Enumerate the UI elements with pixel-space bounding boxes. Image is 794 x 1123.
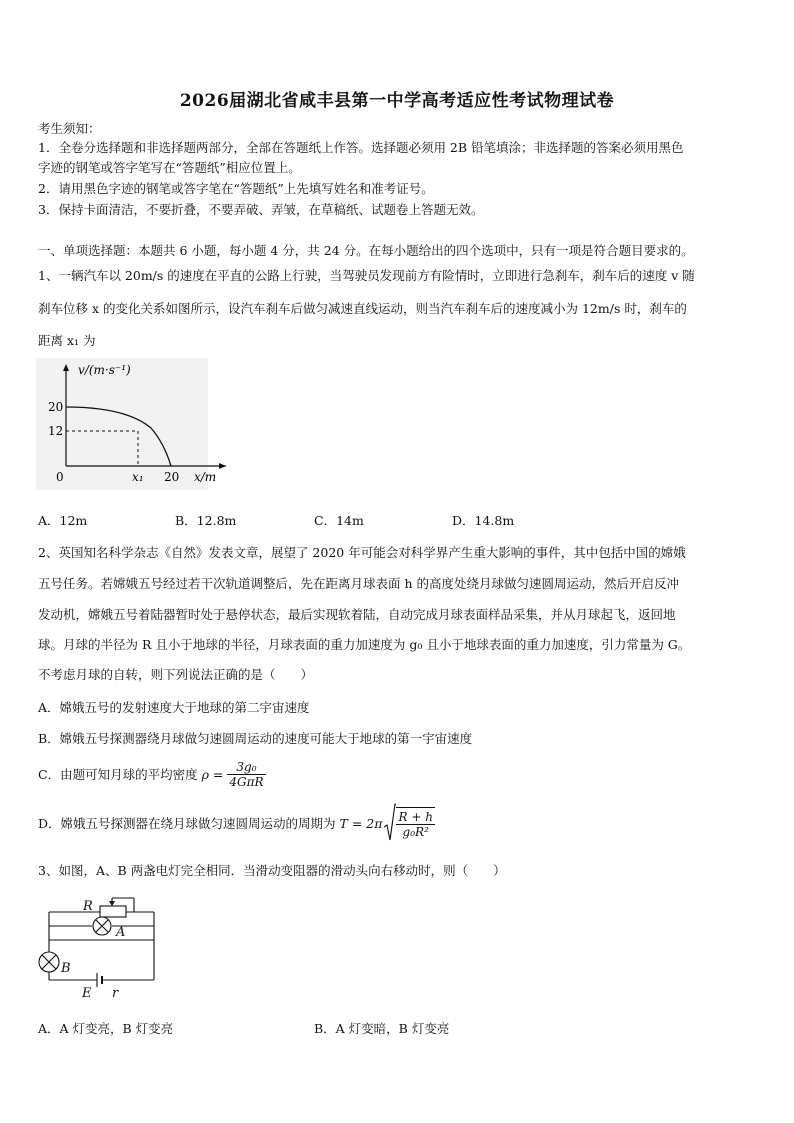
period-denominator: g₀R² [402,825,429,839]
q1-line-1: 1、一辆汽车以 20m/s 的速度在平直的公路上行驶，当驾驶员发现前方有险情时，立即进行急刹车，刹车后的速度 v 随 [38,268,695,283]
notice-heading: 考生须知： [38,121,101,136]
q1-option-b: B．12.8m [175,513,237,528]
label-lamp-b: B [61,961,71,976]
notice-item-3: 3．保持卡面清洁，不要折叠，不要弄破、弄皱，在草稿纸、试题卷上答题无效。 [38,202,484,217]
q2-line-1: 2、英国知名科学杂志《自然》发表文章，展望了 2020 年可能会对科学界产生重大影响的事件，其中包括中国的嫦娥 [38,545,686,560]
circuit-diagram [34,890,164,1002]
q2-option-d [38,800,435,846]
slider-arrow-icon [109,901,115,906]
q2-option-b: B．嫦娥五号探测器绕月球做匀速圆周运动的速度可能大于地球的第一宇宙速度 [38,731,473,746]
notice-item-2: 2．请用黑色字迹的钢笔或答字笔在“答题纸”上先填写姓名和准考证号。 [38,181,434,196]
q3-option-a: A．A 灯变亮，B 灯变亮 [38,1021,174,1036]
x-tick-x1: x₁ [132,470,144,484]
label-emf: E [82,986,92,1001]
notice-item-1-cont: 字迹的钢笔或答字笔写在“答题纸”相应位置上。 [38,160,301,175]
q2-line-3: 发动机，嫦娥五号着陆器暂时处于悬停状态，最后实现软着陆，自动完成月球表面样品采集，并从月球起飞，返回地 [38,607,676,622]
density-numerator: 3g₀ [227,760,265,775]
notice-item-1: 1．全卷分选择题和非选择题两部分，全部在答题纸上作答。选择题必须用 2B 铅笔填涂；非选择题的答案必须用黑色 [38,140,684,155]
q1-option-a: A．12m [38,513,88,528]
rheostat-body [100,906,126,917]
sqrt-symbol [384,803,396,843]
q2-line-5: 不考虑月球的自转，则下列说法正确的是（ ） [38,667,314,682]
q2-line-4: 球。月球的半径为 R 且小于地球的半径，月球表面的重力加速度为 g₀ 且小于地球表面的重力加速度，引力常量为 G。 [38,637,691,652]
label-r-rheostat: R [83,899,93,914]
q3-option-b: B．A 灯变暗，B 灯变亮 [314,1021,450,1036]
label-lamp-a: A [116,925,126,940]
q1-line-2: 刹车位移 x 的变化关系如图所示，设汽车刹车后做匀减速直线运动，则当汽车刹车后的速度减小为 12m/s 时，刹车的 [38,301,687,316]
label-internal-resistance: r [112,986,119,1001]
q1-line-3: 距离 x₁ 为 [38,333,96,348]
q3-line: 3、如图，A、B 两盏电灯完全相同．当滑动变阻器的滑动头向右移动时，则（ ） [38,863,506,878]
q2-option-c [38,754,266,794]
velocity-displacement-graph [36,358,236,498]
x-tick-20: 20 [164,470,180,484]
density-fraction [227,760,265,789]
period-formula-lhs: T = 2π [339,815,383,831]
page-title: 2026届湖北省咸丰县第一中学高考适应性考试物理试卷 [179,91,615,111]
y-tick-12: 12 [48,424,64,438]
density-formula-lhs: ρ = [201,766,224,782]
q1-option-c: C．14m [314,513,364,528]
q2-line-2: 五号任务。若嫦娥五号经过若干次轨道调整后，先在距离月球表面 h 的高度处绕月球做匀速圆周运动，然后开启反冲 [38,576,679,591]
density-denominator: 4GπR [229,774,264,789]
sqrt-expression [384,803,434,843]
period-numerator: R + h [398,810,433,824]
x-axis-arrow [219,463,226,469]
q2-option-a: A．嫦娥五号的发射速度大于地球的第二宇宙速度 [38,700,310,715]
x-axis-label: x/m [194,470,217,484]
q1-option-d: D．14.8m [452,513,515,528]
q2-option-c-text: C．由题可知月球的平均密度 [38,767,198,782]
y-axis-label: v/(m·s⁻¹) [78,363,131,377]
period-fraction [396,807,434,839]
section-heading: 一、单项选择题：本题共 6 小题，每小题 4 分，共 24 分。在每小题给出的四个选项中，只有一项是符合题目要求的。 [38,243,694,258]
origin-label: 0 [56,470,64,484]
y-tick-20: 20 [48,400,64,414]
q2-option-d-text: D．嫦娥五号探测器在绕月球做匀速圆周运动的周期为 [38,816,336,831]
